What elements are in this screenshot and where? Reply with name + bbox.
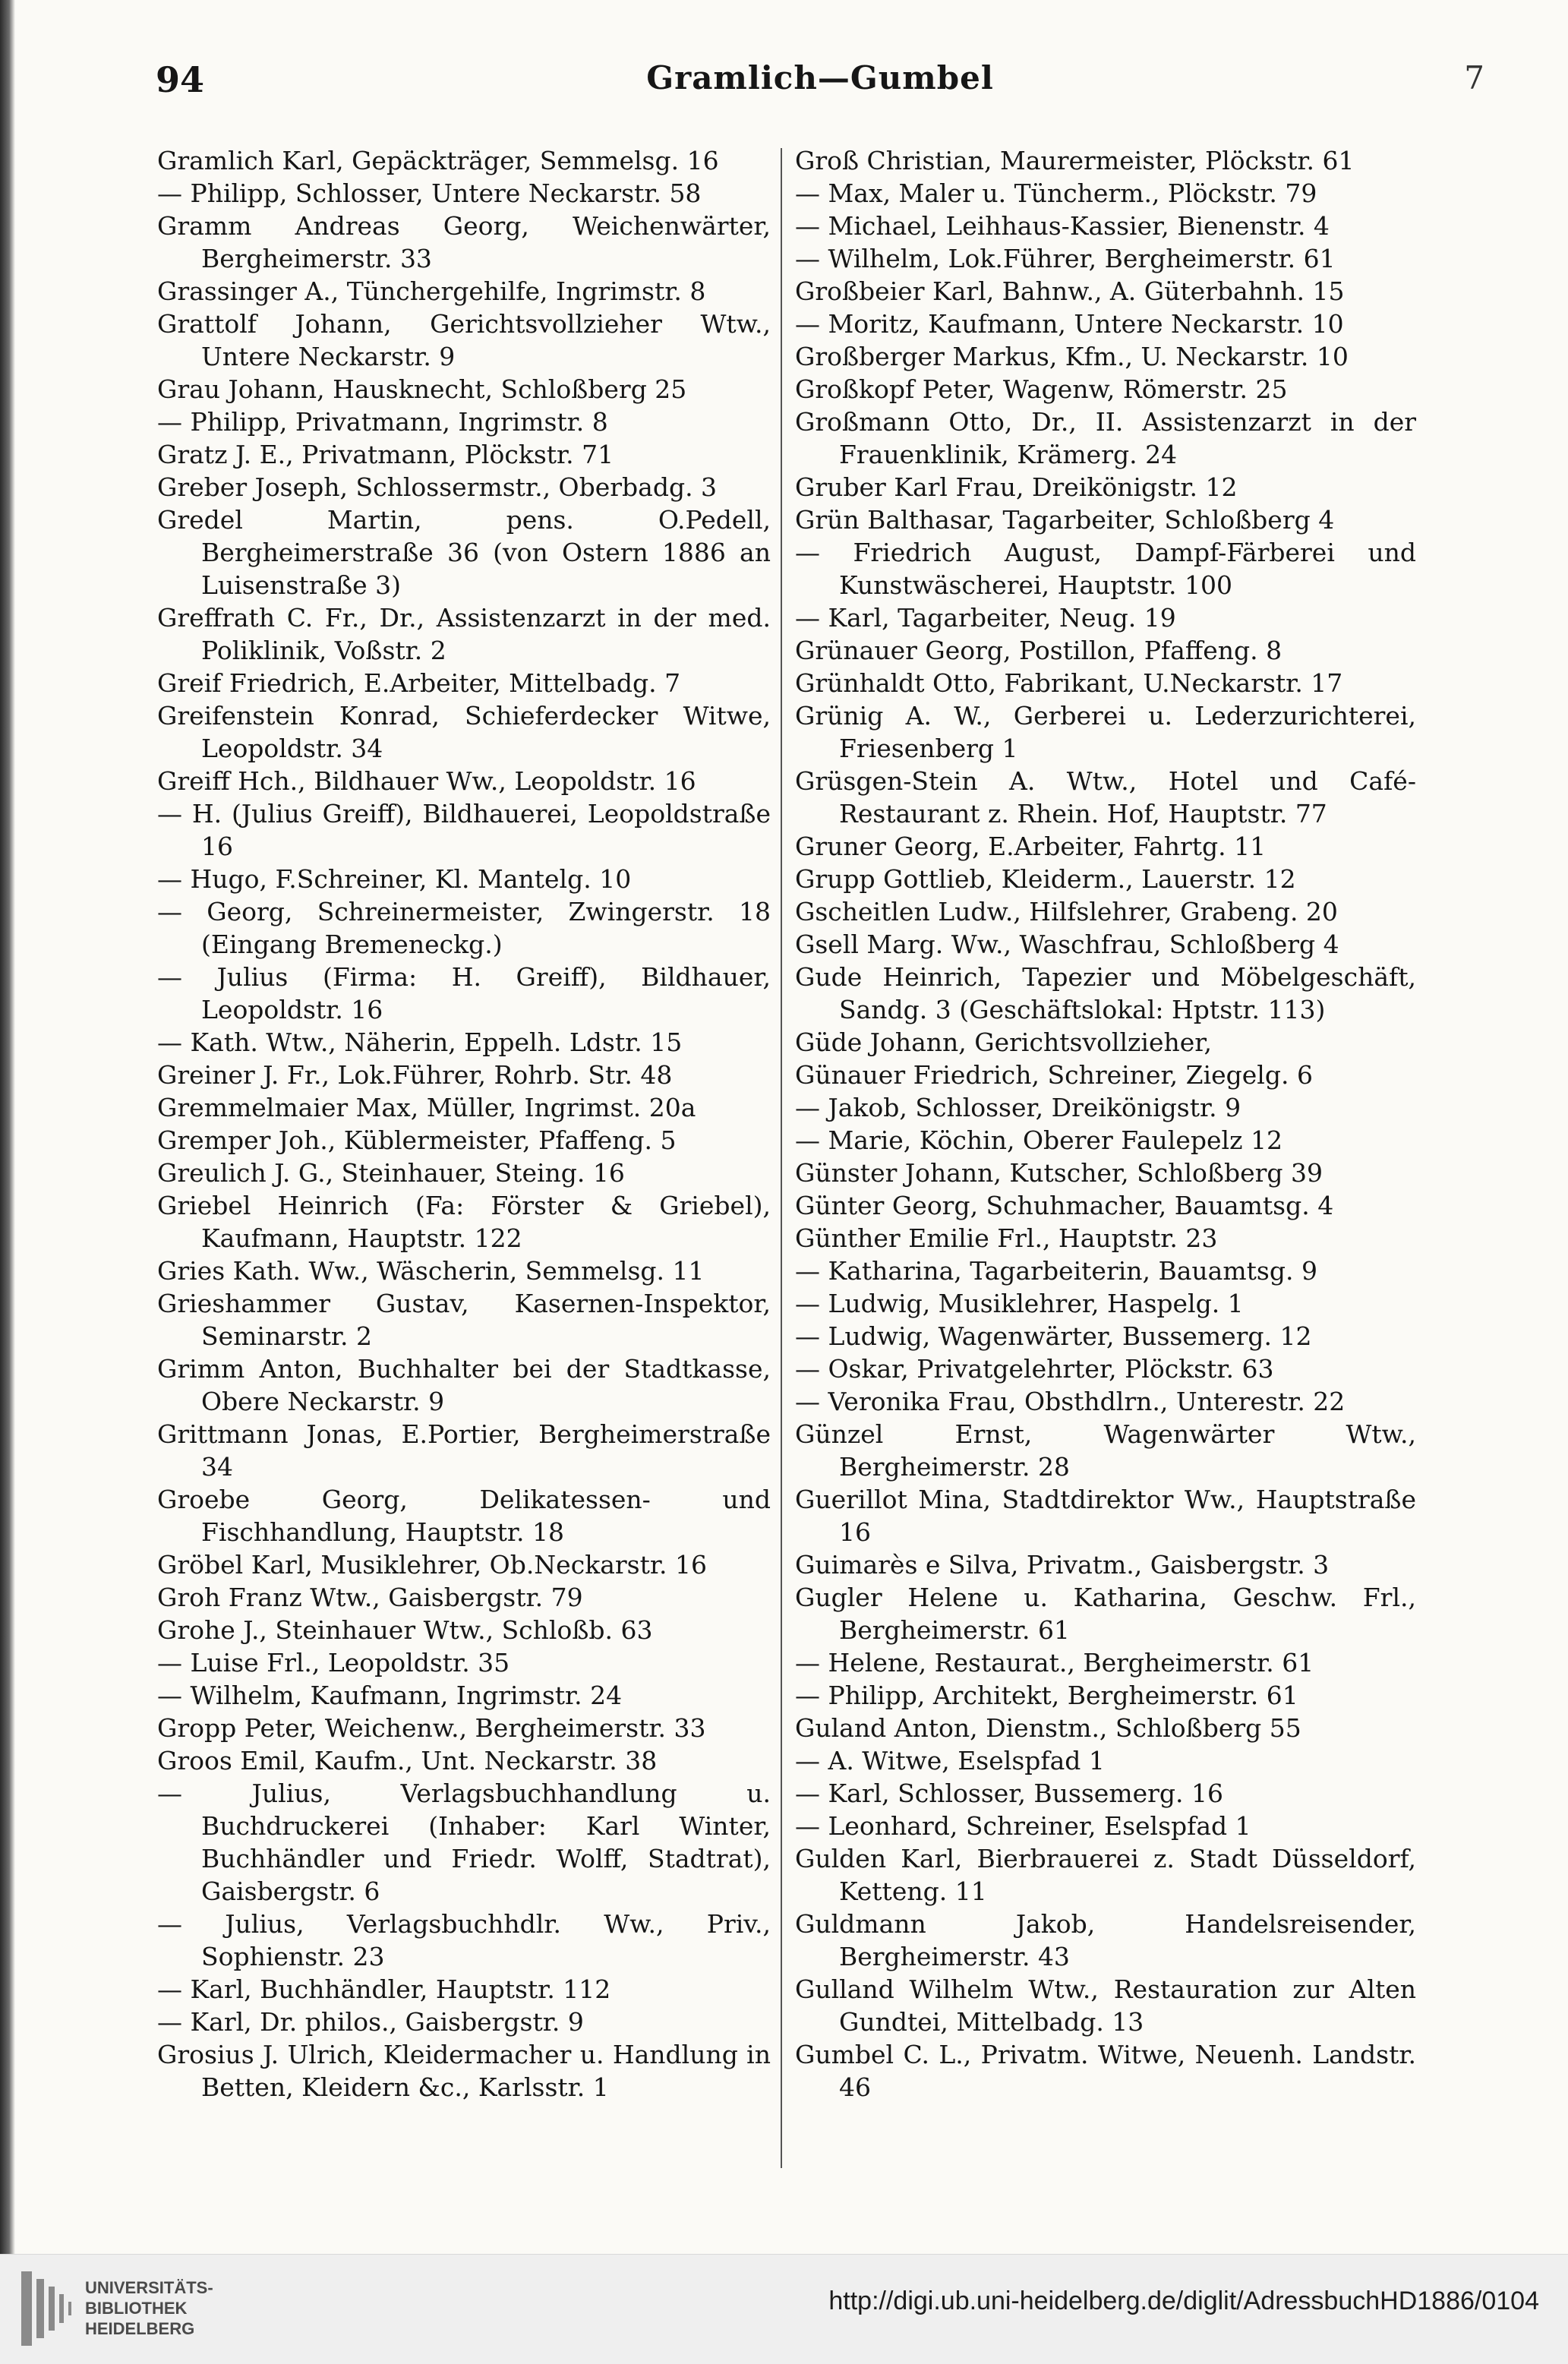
library-name <box>85 2277 298 2339</box>
directory-entry: — Karl, Buchhändler, Hauptstr. 112 <box>157 1974 611 2004</box>
directory-entry: Groos Emil, Kaufm., Unt. Neckarstr. 38 <box>157 1746 658 1775</box>
directory-entry: — Wilhelm, Lok.Führer, Bergheimerstr. 61 <box>795 244 1336 273</box>
scan-edge <box>0 0 15 2363</box>
library-name-line: UNIVERSITÄTS- <box>85 2278 213 2297</box>
directory-entry: Großbeier Karl, Bahnw., A. Güterbahnh. 15 <box>795 276 1345 306</box>
directory-entry: — Karl, Dr. philos., Gaisbergstr. 9 <box>157 2007 584 2037</box>
directory-entry: Greiner J. Fr., Lok.Führer, Rohrb. Str. 48 <box>157 1060 673 1090</box>
column-divider <box>781 148 782 2168</box>
directory-entry: Gude Heinrich, Tapezier und Möbelgeschäft, Sandg. 3 (Geschäftslokal: Hptstr. 113) <box>795 962 1416 1024</box>
page-number: 94 <box>156 59 205 100</box>
directory-entry: Greffrath C. Fr., Dr., Assistenzarzt in der med. Poliklinik, Voßstr. 2 <box>157 603 771 665</box>
page-header <box>156 59 1484 112</box>
directory-entry: — Ludwig, Musiklehrer, Haspelg. 1 <box>795 1289 1244 1318</box>
directory-entry: Gruner Georg, E.Arbeiter, Fahrtg. 11 <box>795 832 1267 861</box>
directory-entry: — Philipp, Schlosser, Untere Neckarstr. 58 <box>157 178 702 208</box>
directory-entry: Grünauer Georg, Postillon, Pfaffeng. 8 <box>795 636 1282 665</box>
directory-entry: Grüsgen-Stein A. Wtw., Hotel und Café-Restaurant z. Rhein. Hof, Hauptstr. 77 <box>795 766 1416 829</box>
directory-entry: Guland Anton, Dienstm., Schloßberg 55 <box>795 1713 1301 1743</box>
directory-entry: Grittmann Jonas, E.Portier, Bergheimerstraße 34 <box>157 1419 771 1482</box>
directory-entry: Gropp Peter, Weichenw., Bergheimerstr. 33 <box>157 1713 706 1743</box>
directory-entry: Güde Johann, Gerichtsvollzieher, <box>795 1027 1212 1057</box>
pencil-mark: 7 <box>1464 59 1484 96</box>
directory-entry: Gries Kath. Ww., Wäscherin, Semmelsg. 11 <box>157 1256 705 1286</box>
directory-entry: Gredel Martin, pens. O.Pedell, Bergheimerstraße 36 (von Ostern 1886 an Luisenstraße 3) <box>157 505 771 600</box>
source-url-link[interactable]: http://digi.ub.uni-heidelberg.de/diglit/AdressbuchHD1886/0104 <box>828 2287 1539 2315</box>
directory-entry: — Karl, Schlosser, Bussemerg. 16 <box>795 1779 1224 1808</box>
directory-entry: — Philipp, Privatmann, Ingrimstr. 8 <box>157 407 608 437</box>
directory-entry: — Hugo, F.Schreiner, Kl. Mantelg. 10 <box>157 864 632 894</box>
directory-entry: Grassinger A., Tünchergehilfe, Ingrimstr. 8 <box>157 276 706 306</box>
directory-entry: Günther Emilie Frl., Hauptstr. 23 <box>795 1223 1218 1253</box>
directory-entry: Greifenstein Konrad, Schieferdecker Witwe, Leopoldstr. 34 <box>157 701 771 763</box>
directory-entry: Greiff Hch., Bildhauer Ww., Leopoldstr. 16 <box>157 766 696 796</box>
directory-entry: Günster Johann, Kutscher, Schloßberg 39 <box>795 1158 1323 1188</box>
directory-entry: Günauer Friedrich, Schreiner, Ziegelg. 6 <box>795 1060 1313 1090</box>
left-column <box>157 144 771 2104</box>
directory-entry: Großmann Otto, Dr., II. Assistenzarzt in der Frauenklinik, Krämerg. 24 <box>795 407 1416 469</box>
directory-entry: Gruber Karl Frau, Dreikönigstr. 12 <box>795 472 1238 502</box>
directory-entry: — A. Witwe, Eselspfad 1 <box>795 1746 1105 1775</box>
directory-entry: — Oskar, Privatgelehrter, Plöckstr. 63 <box>795 1354 1274 1384</box>
directory-entry: Greulich J. G., Steinhauer, Steing. 16 <box>157 1158 625 1188</box>
directory-entry: Grünhaldt Otto, Fabrikant, U.Neckarstr. 17 <box>795 668 1343 698</box>
directory-entry: Gulland Wilhelm Wtw., Restauration zur Alten Gundtei, Mittelbadg. 13 <box>795 1974 1416 2037</box>
directory-entry: Gramm Andreas Georg, Weichenwärter, Bergheimerstr. 33 <box>157 211 771 273</box>
directory-entry: Grattolf Johann, Gerichtsvollzieher Wtw., Untere Neckarstr. 9 <box>157 309 771 371</box>
directory-entry: Grohe J., Steinhauer Wtw., Schloßb. 63 <box>157 1615 653 1645</box>
directory-entry: — Wilhelm, Kaufmann, Ingrimstr. 24 <box>157 1681 623 1710</box>
directory-entry: Guerillot Mina, Stadtdirektor Ww., Hauptstraße 16 <box>795 1485 1416 1547</box>
directory-entry: Groebe Georg, Delikatessen- und Fischhandlung, Hauptstr. 18 <box>157 1485 771 1547</box>
directory-entry: Guimarès e Silva, Privatm., Gaisbergstr. 3 <box>795 1550 1330 1580</box>
directory-entry: Günzel Ernst, Wagenwärter Wtw., Bergheimerstr. 28 <box>795 1419 1416 1482</box>
directory-entry: Grau Johann, Hausknecht, Schloßberg 25 <box>157 374 687 404</box>
directory-entry: — Julius (Firma: H. Greiff), Bildhauer, Leopoldstr. 16 <box>157 962 771 1024</box>
library-name-line: BIBLIOTHEK <box>85 2299 188 2318</box>
directory-entry: — Michael, Leihhaus-Kassier, Bienenstr. 4 <box>795 211 1330 241</box>
directory-entry: — Julius, Verlagsbuchhdlr. Ww., Priv., Sophienstr. 23 <box>157 1909 771 1971</box>
directory-entry: — Kath. Wtw., Näherin, Eppelh. Ldstr. 15 <box>157 1027 683 1057</box>
directory-entry: Grimm Anton, Buchhalter bei der Stadtkasse, Obere Neckarstr. 9 <box>157 1354 771 1416</box>
directory-entry: — Veronika Frau, Obsthdlrn., Unterestr. 22 <box>795 1387 1346 1416</box>
directory-entry: — Marie, Köchin, Oberer Faulepelz 12 <box>795 1125 1282 1155</box>
directory-entry: — Moritz, Kaufmann, Untere Neckarstr. 10 <box>795 309 1344 339</box>
directory-entry: — Leonhard, Schreiner, Eselspfad 1 <box>795 1811 1251 1841</box>
directory-entry: Gremper Joh., Küblermeister, Pfaffeng. 5 <box>157 1125 677 1155</box>
directory-entry: Gumbel C. L., Privatm. Witwe, Neuenh. Landstr. 46 <box>795 2040 1416 2102</box>
library-name-line: HEIDELBERG <box>85 2319 195 2338</box>
directory-entry: — Luise Frl., Leopoldstr. 35 <box>157 1648 510 1678</box>
directory-entry: — Helene, Restaurat., Bergheimerstr. 61 <box>795 1648 1314 1678</box>
directory-entry: Guldmann Jakob, Handelsreisender, Bergheimerstr. 43 <box>795 1909 1416 1971</box>
directory-entry: — Jakob, Schlosser, Dreikönigstr. 9 <box>795 1093 1241 1122</box>
directory-entry: Großkopf Peter, Wagenw, Römerstr. 25 <box>795 374 1288 404</box>
directory-entry: Gulden Karl, Bierbrauerei z. Stadt Düsseldorf, Ketteng. 11 <box>795 1844 1416 1906</box>
directory-entry: — Julius, Verlagsbuchhandlung u. Buchdruckerei (Inhaber: Karl Winter, Buchhändler und Friedr. Wolff, Stadtrat), Gaisbergstr. 6 <box>157 1779 771 1906</box>
directory-entry: Gratz J. E., Privatmann, Plöckstr. 71 <box>157 440 614 469</box>
directory-entry: — H. (Julius Greiff), Bildhauerei, Leopoldstraße 16 <box>157 799 771 861</box>
directory-entry: Gröbel Karl, Musiklehrer, Ob.Neckarstr. 16 <box>157 1550 707 1580</box>
directory-entry: — Philipp, Architekt, Bergheimerstr. 61 <box>795 1681 1298 1710</box>
directory-entry: Grosius J. Ulrich, Kleidermacher u. Handlung in Betten, Kleidern &c., Karlsstr. 1 <box>157 2040 771 2102</box>
directory-entry: Grün Balthasar, Tagarbeiter, Schloßberg 4 <box>795 505 1335 535</box>
directory-entry: Gremmelmaier Max, Müller, Ingrimst. 20a <box>157 1093 696 1122</box>
directory-entry: — Max, Maler u. Tüncherm., Plöckstr. 79 <box>795 178 1317 208</box>
directory-entry: Greif Friedrich, E.Arbeiter, Mittelbadg. 7 <box>157 668 681 698</box>
running-head: Gramlich—Gumbel <box>646 59 994 96</box>
directory-entry: Griebel Heinrich (Fa: Förster & Griebel), Kaufmann, Hauptstr. 122 <box>157 1191 771 1253</box>
directory-entry: Greber Joseph, Schlossermstr., Oberbadg. 3 <box>157 472 718 502</box>
right-column <box>795 144 1416 2104</box>
directory-entry: Gsell Marg. Ww., Waschfrau, Schloßberg 4 <box>795 930 1339 959</box>
directory-entry: — Ludwig, Wagenwärter, Bussemerg. 12 <box>795 1321 1312 1351</box>
directory-entry: — Karl, Tagarbeiter, Neug. 19 <box>795 603 1176 633</box>
directory-entry: — Georg, Schreinermeister, Zwingerstr. 18 (Eingang Bremeneckg.) <box>157 897 771 959</box>
directory-entry: — Friedrich August, Dampf-Färberei und Kunstwäscherei, Hauptstr. 100 <box>795 538 1416 600</box>
library-logo-icon <box>21 2271 76 2346</box>
directory-entry: Groß Christian, Maurermeister, Plöckstr. 61 <box>795 146 1355 175</box>
directory-entry: Grieshammer Gustav, Kasernen-Inspektor, Seminarstr. 2 <box>157 1289 771 1351</box>
directory-entry: Gscheitlen Ludw., Hilfslehrer, Grabeng. 20 <box>795 897 1338 926</box>
directory-entry: Gramlich Karl, Gepäckträger, Semmelsg. 16 <box>157 146 719 175</box>
directory-entry: Günter Georg, Schuhmacher, Bauamtsg. 4 <box>795 1191 1334 1220</box>
directory-entry: — Katharina, Tagarbeiterin, Bauamtsg. 9 <box>795 1256 1317 1286</box>
directory-entry: Grupp Gottlieb, Kleiderm., Lauerstr. 12 <box>795 864 1296 894</box>
directory-entry: Groh Franz Wtw., Gaisbergstr. 79 <box>157 1583 583 1612</box>
directory-entry: Großberger Markus, Kfm., U. Neckarstr. 10 <box>795 342 1349 371</box>
directory-entry: Gugler Helene u. Katharina, Geschw. Frl., Bergheimerstr. 61 <box>795 1583 1416 1645</box>
footer-bar <box>0 2254 1568 2364</box>
directory-entry: Grünig A. W., Gerberei u. Lederzurichterei, Friesenberg 1 <box>795 701 1416 763</box>
